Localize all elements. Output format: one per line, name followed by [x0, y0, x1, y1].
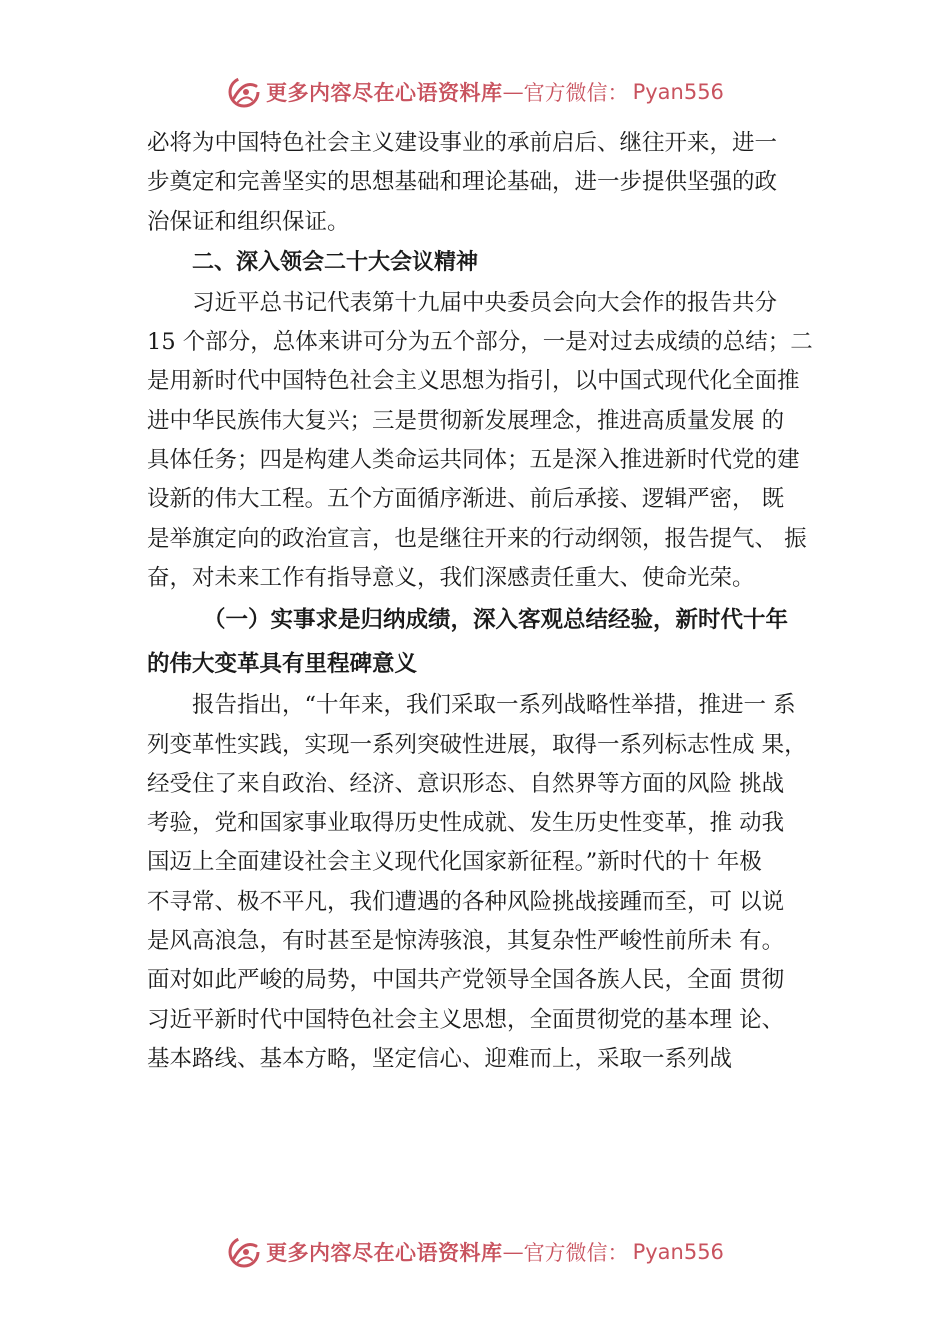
header-banner [0, 72, 950, 112]
footer-brand-text: 更多内容尽在心语资料库 [266, 1240, 503, 1265]
subsection-heading: （一）实事求是归纳成绩，深入客观总结经验，新时代十年 [203, 607, 789, 634]
body-line: 是举旗定向的政治宣言，也是继往开来的行动纲领，报告提气、 振 [147, 525, 807, 552]
body-line: 报告指出，“十年来，我们采取一系列战略性举措，推进一 系 [192, 692, 796, 719]
header-wechat-label: 官方微信： [523, 81, 629, 105]
body-line: 15 个部分，总体来讲可分为五个部分，一是对过去成绩的总结；二 [147, 329, 813, 356]
brush-swirl-logo-icon [226, 1234, 262, 1270]
body-line: 习近平新时代中国特色社会主义思想，全面贯彻党的基本理 论、 [147, 1006, 785, 1033]
body-line: 不寻常、极不平凡，我们遭遇的各种风险挑战接踵而至，可 以说 [147, 888, 785, 915]
body-line: 面对如此严峻的局势，中国共产党领导全国各族人民，全面 贯彻 [147, 967, 785, 994]
footer-separator: — [502, 1240, 524, 1264]
body-line: 设新的伟大工程。五个方面循序渐进、前后承接、逻辑严密， 既 [147, 486, 785, 513]
body-line: 是风高浪急，有时甚至是惊涛骇浪，其复杂性严峻性前所未 有。 [147, 928, 785, 955]
body-line: 列变革性实践，实现一系列突破性进展，取得一系列标志性成 果， [147, 731, 807, 758]
body-line: 步奠定和完善坚实的思想基础和理论基础，进一步提供坚强的政 [147, 169, 778, 196]
body-line: 习近平总书记代表第十九届中央委员会向大会作的报告共分 [192, 289, 778, 316]
body-line: 是用新时代中国特色社会主义思想为指引，以中国式现代化全面推 [147, 368, 800, 395]
section-heading: 二、深入领会二十大会议精神 [192, 249, 479, 275]
body-line: 国迈上全面建设社会主义现代化国家新征程。”新时代的十 年极 [147, 849, 762, 876]
body-line: 奋，对未来工作有指导意义，我们深感责任重大、使命光荣。 [147, 564, 755, 591]
body-line: 具体任务；四是构建人类命运共同体；五是深入推进新时代党的建 [147, 447, 800, 474]
body-line: 经受住了来自政治、经济、意识形态、自然界等方面的风险 挑战 [147, 770, 785, 797]
brush-swirl-logo-icon [226, 74, 262, 110]
body-line: 进中华民族伟大复兴；三是贯彻新发展理念，推进高质量发展 的 [147, 407, 785, 434]
header-separator: — [502, 80, 524, 104]
document-body [147, 124, 837, 1079]
header-wechat-id: Pyan556 [632, 80, 724, 104]
body-line: 考验，党和国家事业取得历史性成就、发生历史性变革，推 动我 [147, 810, 785, 837]
subsection-heading: 的伟大变革具有里程碑意义 [147, 651, 418, 678]
footer-wechat-id: Pyan556 [632, 1240, 724, 1264]
body-line: 基本路线、基本方略，坚定信心、迎难而上，采取一系列战 [147, 1045, 733, 1072]
body-line: 治保证和组织保证。 [147, 208, 350, 235]
header-brand-text: 更多内容尽在心语资料库 [266, 80, 503, 105]
body-line: 必将为中国特色社会主义建设事业的承前启后、继往开来，进一 [147, 130, 778, 156]
footer-banner [0, 1232, 950, 1272]
footer-wechat-label: 官方微信： [523, 1241, 629, 1265]
